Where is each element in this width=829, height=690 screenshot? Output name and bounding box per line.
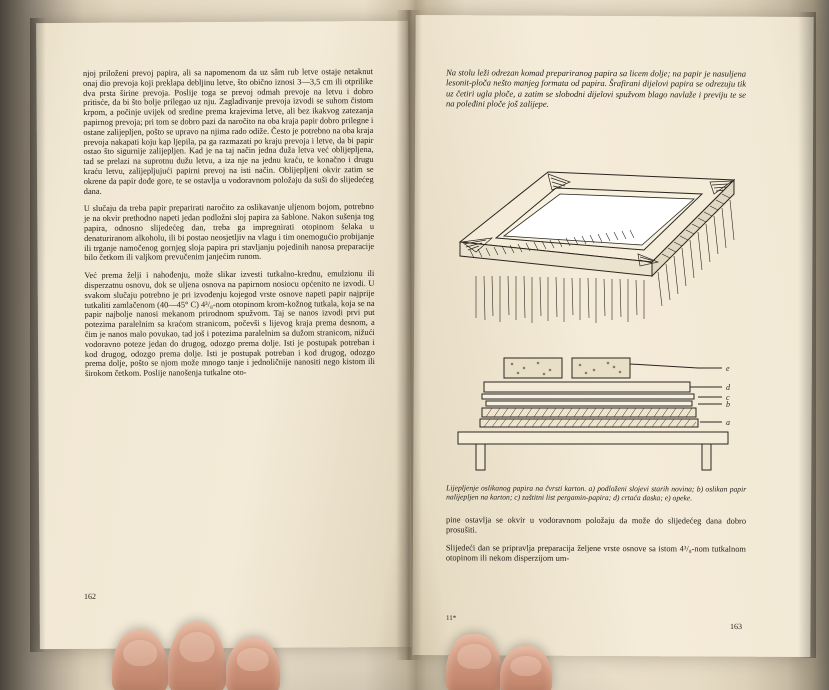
page-number-right: 163 [729, 621, 743, 632]
paragraph: U slučaju da treba papir preparirati naročito za oslikavanje uljenom bojom, potrebno je na okvir prethodno napeti jedan podložni sloj papira za šablone. Nakon sušenja tog papira, odnosno slijedećeg dan, treba ga impregnirati otopinom šelaka u denaturiranom alkoholu, ili bi postao neosjetljiv na vlagu i tim onemogućio probijanje ili trganje namočenog gornjeg sloja papira pri stavljanju pojedinih nanosa preparacije bilo četkom ili valjkom prevučenim janjećim runom. [83, 202, 375, 263]
paragraph: Slijedeći dan se pripravlja preparacija željene vrste osnove sa istom 4³/₈-nom tutkalnom otopinom ili nekom disperzijom um- [445, 543, 746, 563]
figure-cross-section-stack [452, 352, 742, 472]
figure-paper-on-board [452, 150, 742, 335]
svg-text:a: a [726, 418, 730, 427]
paragraph: Već prema želji i nahođenju, može slikar izvesti tutkalno-krednu, emulzionu ili disperzatnu osnovu, dok se uljena osnova na papirnom nosiocu općenito ne izvodi. U svakom slučaju potrebno je pri izvođenju kojegod vrste osnove napeti papir najprije tutkaliti zamlačenom (40—45° C) 4³/₈-nom otopinom krom-kožnog tutkala, koja se na papir najbolje nanosi mekanom prirodnom spužvom. Taj se nanos izvodi prvi put potezima paralelnim sa kraćom stranicom, počevši s lijevog kraja prema desnom, a čim je nanos malo povukao, tad još i potezima paralelnim sa dužom stranicom, nižući vodoravno poteze jedan do drugog, odozgo prema dolje. Isti je postupak potreban i kod drugog, odozgo prema dolje. Isti je postupak potreban i kod drugog, odozgo prema dolje, pošto se njom može mnogo tanje i jednoličnije nanositi nego kistom ili širokom četkom. Poslije nanošenja tutkalne oto- [84, 269, 375, 379]
left-page-text-column [83, 67, 375, 387]
paragraph: pine ostavlja se okvir u vodoravnom položaju da može do slijedećeg dana dobro prosušiti. [445, 515, 747, 535]
svg-text:c: c [726, 393, 730, 402]
fingernail [510, 656, 541, 676]
fingernail [237, 648, 269, 671]
figure-caption: Lijepljenje oslikanog papira na čvrsti karton. a) podloženi slojevi starih novina; b) oslikan papir nalijepljen na karton; c) zaštitni list pergamin-papira; d) crtaća daska; e) opeke. [446, 483, 747, 503]
right-page-lower-text [446, 483, 746, 572]
svg-text:b: b [726, 400, 730, 409]
right-edge-shadow [798, 12, 816, 658]
signature-mark: 11* [445, 613, 457, 623]
page-number-left: 162 [83, 591, 97, 602]
figure-intro-text: Na stolu leži odrezan komad prepariranog papira sa licem dolje; na papir je nasuljena lesonit-ploča nešto manjeg formata od papira. Šrafirani dijelovi papira se odrezuju tik uz četiri ugla ploče, a zatim se slobodni dijelovi spužvom blago navlaže i previju te se na poleđini ploče još zalijepe. [445, 67, 747, 110]
svg-text:e: e [726, 364, 730, 373]
svg-text:d: d [726, 383, 730, 392]
right-page-text-column [446, 67, 746, 118]
paragraph: njoj priloženi prevoj papira, ali sa napomenom da uz sâm rub letve ostaje netaknut onaj dio prevoja koji preklapa debljinu letve, što obično iznosi 3—3,5 cm ili otprilike dva prsta širine prevoja. Poslije toga se prevoj odmah prevoje na letvu i dobro pritisće, da bi što bolje prilegao uz nju. Zaglađivanje prevoja izvodi se suhom čistom krpom, a počinje uvijek od sredine prema krajevima letve, ali bez ikakvog zatezanja papirnog prevoja; pri tom se dobro pazi da naročito na oba kraja papir dobro prilegne i ostane zalijepljen, pošto se upravo na njima rado odiže. Često je potrebno na oba kraja prevoja nakapati koju kap ljepila, pa ga razmazati po kraju prevoja i letve, da bi papir ostao što sigurnije zalijepljen. Kad je na taj način jedna duža letva već oblijepljena, tad se prelazi na suprotnu dužu letvu, a iza nje na jednu kraću, te konačno i drugu kraću letvu, zalijepljujući papirni prevoj na isti način. Oblijepljeni okvir zatim se okrene da papir dođe gore, te se ostavlja u vodoravnom položaju da suši do slijedećeg dana. [82, 66, 374, 196]
left-edge-shadow [30, 18, 46, 652]
